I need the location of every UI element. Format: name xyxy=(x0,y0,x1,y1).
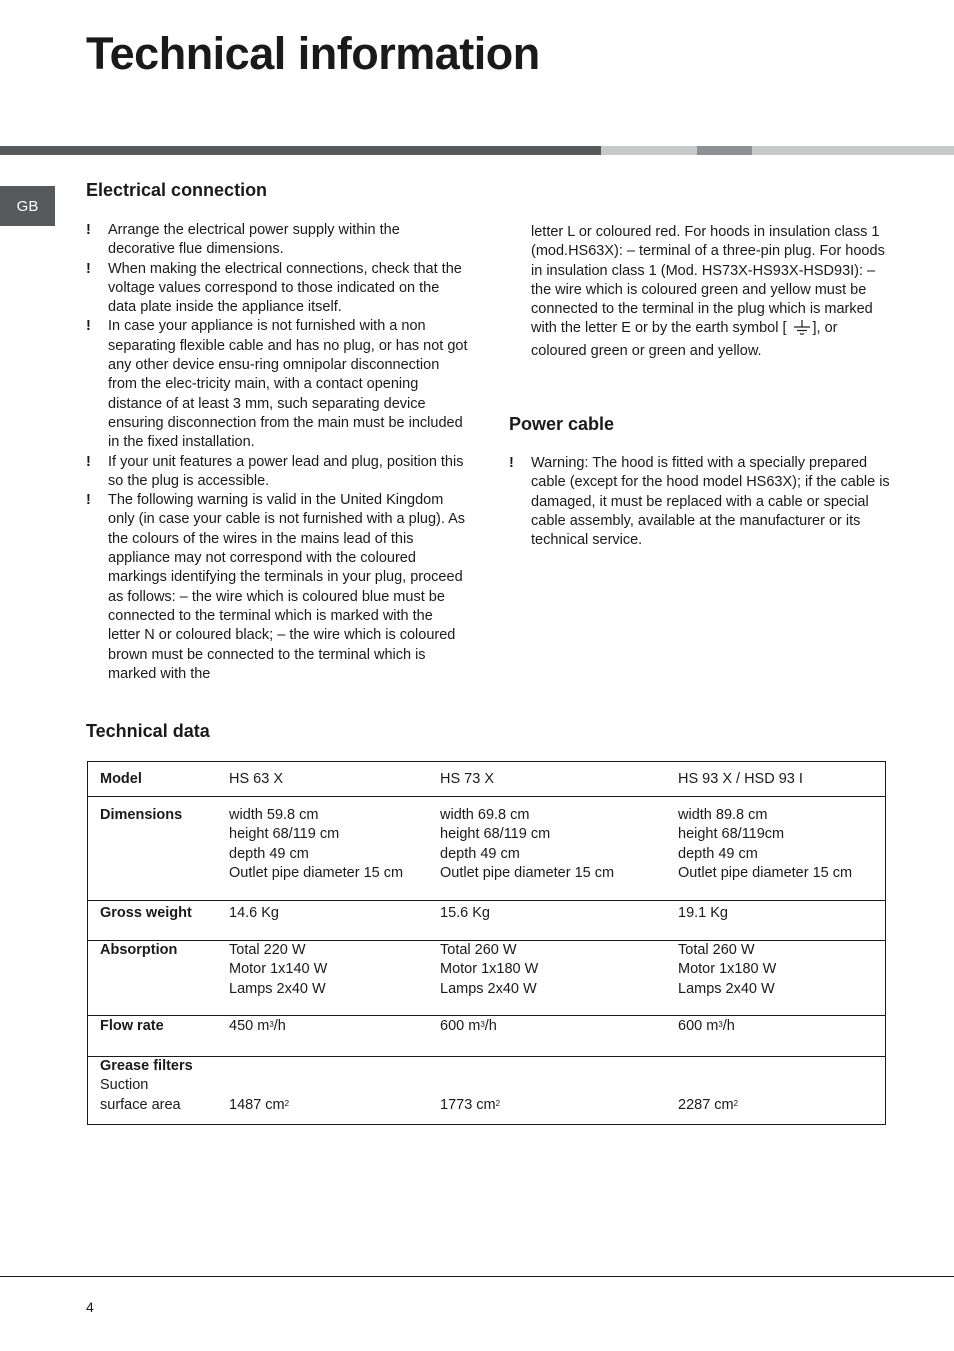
flow-value: 450 xyxy=(229,1018,254,1034)
cell-line: height 68/119cm xyxy=(678,826,785,843)
electrical-connection-list xyxy=(86,221,468,684)
unit-exponent: 2 xyxy=(733,1099,739,1108)
table-cell xyxy=(229,941,440,1016)
table-row xyxy=(88,941,886,1016)
table-row xyxy=(88,1057,886,1125)
grease-sub-label: Suction xyxy=(100,1077,149,1094)
flow-value: 600 xyxy=(440,1018,465,1034)
footer-rule xyxy=(0,1276,954,1277)
power-cable-heading: Power cable xyxy=(509,414,615,434)
cell-line: Lamps 2x40 W xyxy=(229,980,326,997)
unit-base: m xyxy=(706,1018,719,1034)
grease-sub-label: surface area xyxy=(100,1096,181,1113)
table-cell: HS 73 X xyxy=(440,771,494,787)
table-cell: Flow rate xyxy=(100,1018,164,1034)
table-cell: 14.6 Kg xyxy=(229,905,279,921)
page-title: Technical information xyxy=(86,28,540,79)
cell-line: width 89.8 cm xyxy=(678,807,768,823)
page-number: 4 xyxy=(86,1299,94,1315)
header-rule-light xyxy=(601,146,697,155)
list-item-text: In case your appliance is not furnished with a non separating flexible cable and has no plug, or has not got any other device ensu-ring omnipolar disconnection from the elec-tricity main, with a contact opening distance of at least 3 mm, such separating device ensuring disconnection from the main must be included in the fixed installation. xyxy=(108,318,468,451)
table-row xyxy=(88,797,886,901)
unit-exponent: 2 xyxy=(284,1099,290,1108)
list-item: ! In case your appliance is not furnished with a non separating flexible cable and has no plug, or has not got any other device ensu-ring omnipolar disconnection from the elec-tricity main, with a contact opening distance of at least 3 mm, such separating device ensuring disconnection from the main must be included in the fixed installation. xyxy=(86,318,468,451)
unit-exponent: 3 xyxy=(269,1020,274,1029)
table-row xyxy=(88,901,886,941)
cell-line: Lamps 2x40 W xyxy=(678,980,775,997)
unit-base: m xyxy=(257,1018,270,1034)
area-value: 1487 xyxy=(229,1097,262,1113)
table-cell xyxy=(678,1057,886,1125)
table-cell: HS 93 X / HSD 93 I xyxy=(678,771,803,787)
cell-line: Total 260 W xyxy=(440,942,517,958)
table-cell xyxy=(229,797,440,901)
list-item: ! Warning: The hood is fitted with a specially prepared cable (except for the hood model HS63X); if the cable is damaged, it must be replaced with a cable or special cable assembly, available at the manufacturer or its technical service. xyxy=(509,455,890,549)
continuation-text-end: ], or coloured green or green and yellow. xyxy=(531,320,838,359)
table-cell: Gross weight xyxy=(100,905,192,921)
cell-line: Outlet pipe diameter 15 cm xyxy=(229,864,404,881)
grease-filters-label: Grease filters xyxy=(100,1058,193,1074)
header-rule-mid xyxy=(697,146,752,155)
list-item: ! When making the electrical connections, check that the voltage values correspond to those indicated on the data plate inside the appliance itself. xyxy=(86,260,462,316)
table-cell: HS 63 X xyxy=(229,771,283,787)
header-rule-dark xyxy=(0,146,601,155)
list-item: ! If your unit features a power lead and plug, position this so the plug is accessible. xyxy=(86,453,464,489)
table-cell: Absorption xyxy=(100,942,178,958)
cell-line: Outlet pipe diameter 15 cm xyxy=(440,864,615,881)
unit-base: cm xyxy=(265,1097,285,1113)
unit-base: cm xyxy=(476,1097,496,1113)
list-item-text: If your unit features a power lead and plug, position this so the plug is accessible. xyxy=(108,453,464,489)
table-cell xyxy=(678,941,886,1016)
cell-line: width 69.8 cm xyxy=(440,807,530,823)
unit-tail: /h xyxy=(273,1018,286,1034)
table-cell: 19.1 Kg xyxy=(678,905,728,921)
flow-value: 600 xyxy=(678,1018,703,1034)
table-cell xyxy=(229,1016,440,1057)
table-cell: Dimensions xyxy=(100,807,183,823)
unit-tail: /h xyxy=(722,1018,735,1034)
table-cell xyxy=(88,1057,230,1125)
table-row xyxy=(88,762,886,797)
unit-exponent: 3 xyxy=(480,1020,485,1029)
language-tab xyxy=(0,186,55,226)
cell-line: depth 49 cm xyxy=(678,845,758,862)
technical-data-table xyxy=(87,761,886,1125)
table-cell: 15.6 Kg xyxy=(440,905,490,921)
cell-line: depth 49 cm xyxy=(229,845,309,862)
unit-tail: /h xyxy=(484,1018,497,1034)
technical-data-heading: Technical data xyxy=(86,721,210,741)
area-value: 1773 xyxy=(440,1097,473,1113)
unit-exponent: 3 xyxy=(718,1020,723,1029)
table-row xyxy=(88,1016,886,1057)
cell-line: Total 260 W xyxy=(678,942,755,958)
unit-base: m xyxy=(468,1018,481,1034)
cell-line: height 68/119 cm xyxy=(229,826,340,843)
cell-line: height 68/119 cm xyxy=(440,826,551,843)
list-item-text: The following warning is valid in the United Kingdom only (in case your cable is not furnished with a plug). As the colours of the wires in the mains lead of this appliance may not correspond with the coloured markings identifying the terminals in your plug, proceed as follows: – the wire which is coloured blue must be connected to the terminal which is marked with the letter N or coloured black; – the wire which is coloured brown must be connected to the terminal which is marked with the xyxy=(108,492,466,682)
table-cell xyxy=(440,1057,678,1125)
table-cell xyxy=(440,1016,678,1057)
table-cell xyxy=(229,1057,440,1125)
cell-line: Motor 1x180 W xyxy=(678,961,777,978)
list-item: ! The following warning is valid in the United Kingdom only (in case your cable is not furnished with a plug). As the colours of the wires in the mains lead of this appliance may not correspond with the coloured markings identifying the terminals in your plug, proceed as follows: – the wire which is coloured blue must be connected to the terminal which is marked with the letter N or coloured black; – the wire which is coloured brown must be connected to the terminal which is marked with the xyxy=(86,492,466,682)
electrical-connection-heading: Electrical connection xyxy=(86,180,268,200)
electrical-continuation xyxy=(531,223,891,361)
table-cell xyxy=(440,797,678,901)
table-cell xyxy=(678,797,886,901)
table-cell xyxy=(678,1016,886,1057)
table-cell: Model xyxy=(100,771,142,787)
earth-symbol-icon xyxy=(793,320,811,341)
unit-exponent: 2 xyxy=(495,1099,501,1108)
cell-line: depth 49 cm xyxy=(440,845,520,862)
power-cable-list xyxy=(509,454,891,550)
cell-line: Motor 1x140 W xyxy=(229,961,328,978)
area-value: 2287 xyxy=(678,1097,711,1113)
header-rule-light-end xyxy=(752,146,954,155)
language-tab-label: GB xyxy=(16,197,39,215)
cell-line: Lamps 2x40 W xyxy=(440,980,537,997)
list-item-text: Arrange the electrical power supply within the decorative flue dimensions. xyxy=(108,222,400,258)
cell-line: width 59.8 cm xyxy=(229,807,319,823)
unit-base: cm xyxy=(714,1097,734,1113)
list-item-text: Warning: The hood is fitted with a specially prepared cable (except for the hood model HS63X); if the cable is damaged, it must be replaced with a cable or special cable assembly, available at the manufacturer or its technical service. xyxy=(531,455,890,549)
cell-line: Motor 1x180 W xyxy=(440,961,539,978)
list-item-text: When making the electrical connections, check that the voltage values correspond to those indicated on the data plate inside the appliance itself. xyxy=(108,260,462,316)
cell-line: Outlet pipe diameter 15 cm xyxy=(678,864,853,881)
cell-line: Total 220 W xyxy=(229,942,306,958)
continuation-text: letter L or coloured red. For hoods in insulation class 1 (mod.HS63X): – terminal of a three-pin plug. For hoods in insulation class 1 (Mod. HS73X-HS93X-HSD93I): – the wire which is coloured green and yellow must be connected to the terminal in the plug which is marked with the letter E or by the earth symbol [ xyxy=(531,224,885,337)
table-cell xyxy=(440,941,678,1016)
list-item: ! Arrange the electrical power supply within the decorative flue dimensions. xyxy=(86,222,400,258)
